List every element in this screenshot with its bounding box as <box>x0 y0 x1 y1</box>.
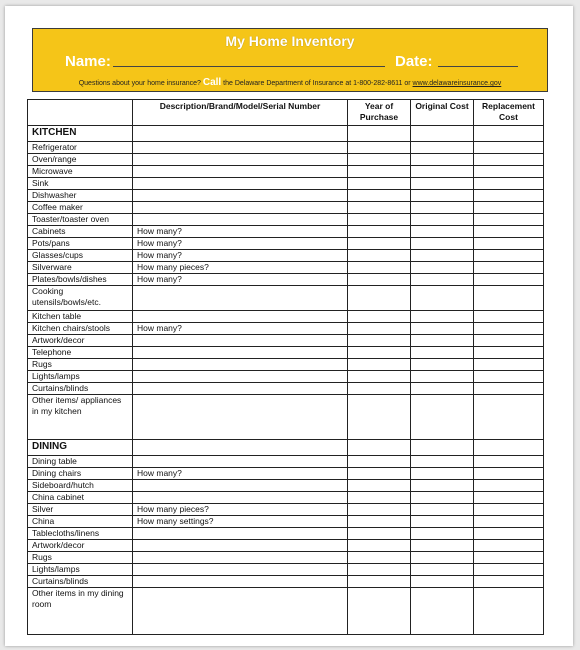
original-cost-cell[interactable] <box>411 178 474 190</box>
replacement-cost-cell[interactable] <box>474 262 544 274</box>
description-cell[interactable] <box>133 178 348 190</box>
inventory-body <box>28 126 544 635</box>
replacement-cost-cell[interactable] <box>474 214 544 226</box>
table-row <box>28 262 544 274</box>
original-cost-cell[interactable] <box>411 142 474 154</box>
replacement-cost-cell[interactable] <box>474 468 544 480</box>
replacement-cost-cell[interactable] <box>474 576 544 588</box>
original-cost-cell[interactable] <box>411 347 474 359</box>
item-cell: Coffee maker <box>28 202 133 214</box>
replacement-cost-cell[interactable] <box>474 480 544 492</box>
item-cell: Curtains/blinds <box>28 383 133 395</box>
date-label: Date: <box>395 53 433 70</box>
table-row <box>28 178 544 190</box>
description-cell[interactable]: How many? <box>133 238 348 250</box>
year-cell[interactable] <box>348 323 411 335</box>
replacement-cost-cell[interactable] <box>474 456 544 468</box>
table-row <box>28 347 544 359</box>
replacement-cost-cell[interactable] <box>474 202 544 214</box>
original-cost-cell[interactable] <box>411 492 474 504</box>
description-cell[interactable] <box>133 154 348 166</box>
original-cost-cell[interactable] <box>411 456 474 468</box>
original-cost-cell[interactable] <box>411 395 474 440</box>
replacement-cost-cell[interactable] <box>474 347 544 359</box>
year-cell[interactable] <box>348 154 411 166</box>
original-cost-cell[interactable] <box>411 262 474 274</box>
description-cell[interactable] <box>133 347 348 359</box>
info-prefix: Questions about your home insurance? <box>78 80 201 87</box>
replacement-cost-cell[interactable] <box>474 564 544 576</box>
replacement-cost-cell[interactable] <box>474 226 544 238</box>
column-header-year: Year of Purchase <box>348 100 411 126</box>
replacement-cost-cell[interactable] <box>474 166 544 178</box>
name-field[interactable] <box>113 66 385 67</box>
table-row <box>28 166 544 178</box>
description-cell[interactable]: How many? <box>133 323 348 335</box>
item-cell: Oven/range <box>28 154 133 166</box>
description-cell[interactable]: How many pieces? <box>133 504 348 516</box>
description-cell[interactable] <box>133 202 348 214</box>
table-row <box>28 335 544 347</box>
description-cell[interactable] <box>133 552 348 564</box>
year-cell[interactable] <box>348 347 411 359</box>
year-cell[interactable] <box>348 395 411 440</box>
year-cell[interactable] <box>348 371 411 383</box>
table-row <box>28 250 544 262</box>
original-cost-cell[interactable] <box>411 552 474 564</box>
year-cell[interactable] <box>348 516 411 528</box>
description-cell[interactable] <box>133 286 348 311</box>
year-cell[interactable] <box>348 359 411 371</box>
column-header-description: Description/Brand/Model/Serial Number <box>133 100 348 126</box>
year-cell[interactable] <box>348 166 411 178</box>
table-row <box>28 323 544 335</box>
item-cell: Kitchen chairs/stools <box>28 323 133 335</box>
original-cost-cell[interactable] <box>411 238 474 250</box>
column-header-replacement-cost: Replacement Cost <box>474 100 544 126</box>
year-cell[interactable] <box>348 456 411 468</box>
blank-cell[interactable] <box>348 440 411 456</box>
item-cell: Plates/bowls/dishes <box>28 274 133 286</box>
table-row <box>28 238 544 250</box>
item-cell: Pots/pans <box>28 238 133 250</box>
description-cell[interactable] <box>133 190 348 202</box>
description-cell[interactable] <box>133 528 348 540</box>
name-label: Name: <box>65 53 111 70</box>
table-row <box>28 286 544 311</box>
year-cell[interactable] <box>348 504 411 516</box>
header-banner <box>32 28 548 92</box>
table-row <box>28 540 544 552</box>
original-cost-cell[interactable] <box>411 516 474 528</box>
replacement-cost-cell[interactable] <box>474 540 544 552</box>
replacement-cost-cell[interactable] <box>474 250 544 262</box>
table-row <box>28 274 544 286</box>
replacement-cost-cell[interactable] <box>474 335 544 347</box>
year-cell[interactable] <box>348 564 411 576</box>
original-cost-cell[interactable] <box>411 226 474 238</box>
original-cost-cell[interactable] <box>411 166 474 178</box>
item-cell: Dishwasher <box>28 190 133 202</box>
year-cell[interactable] <box>348 274 411 286</box>
table-row <box>28 456 544 468</box>
inventory-table <box>27 99 544 635</box>
year-cell[interactable] <box>348 202 411 214</box>
item-cell: Refrigerator <box>28 142 133 154</box>
item-cell: Artwork/decor <box>28 540 133 552</box>
year-cell[interactable] <box>348 588 411 635</box>
replacement-cost-cell[interactable] <box>474 516 544 528</box>
year-cell[interactable] <box>348 214 411 226</box>
replacement-cost-cell[interactable] <box>474 286 544 311</box>
table-row <box>28 395 544 440</box>
item-cell: Curtains/blinds <box>28 576 133 588</box>
table-row <box>28 516 544 528</box>
description-cell[interactable] <box>133 492 348 504</box>
item-cell: Glasses/cups <box>28 250 133 262</box>
item-cell: Silver <box>28 504 133 516</box>
table-row <box>28 576 544 588</box>
item-cell: Artwork/decor <box>28 335 133 347</box>
description-cell[interactable] <box>133 480 348 492</box>
year-cell[interactable] <box>348 528 411 540</box>
table-row <box>28 480 544 492</box>
item-cell: Rugs <box>28 359 133 371</box>
original-cost-cell[interactable] <box>411 576 474 588</box>
original-cost-cell[interactable] <box>411 504 474 516</box>
description-cell[interactable]: How many settings? <box>133 516 348 528</box>
description-cell[interactable] <box>133 456 348 468</box>
original-cost-cell[interactable] <box>411 383 474 395</box>
description-cell[interactable] <box>133 335 348 347</box>
year-cell[interactable] <box>348 383 411 395</box>
column-header-original-cost: Original Cost <box>411 100 474 126</box>
year-cell[interactable] <box>348 178 411 190</box>
original-cost-cell[interactable] <box>411 286 474 311</box>
year-cell[interactable] <box>348 190 411 202</box>
year-cell[interactable] <box>348 311 411 323</box>
replacement-cost-cell[interactable] <box>474 178 544 190</box>
replacement-cost-cell[interactable] <box>474 142 544 154</box>
table-row <box>28 190 544 202</box>
description-cell[interactable] <box>133 214 348 226</box>
description-cell[interactable]: How many? <box>133 274 348 286</box>
year-cell[interactable] <box>348 540 411 552</box>
description-cell[interactable] <box>133 576 348 588</box>
replacement-cost-cell[interactable] <box>474 238 544 250</box>
blank-cell[interactable] <box>133 126 348 142</box>
item-cell: Other items/ appliances in my kitchen <box>28 395 133 440</box>
date-field[interactable] <box>438 66 518 67</box>
description-cell[interactable] <box>133 564 348 576</box>
insurance-info <box>33 77 547 88</box>
table-row <box>28 202 544 214</box>
item-cell: Kitchen table <box>28 311 133 323</box>
year-cell[interactable] <box>348 250 411 262</box>
blank-cell[interactable] <box>411 126 474 142</box>
year-cell[interactable] <box>348 492 411 504</box>
replacement-cost-cell[interactable] <box>474 371 544 383</box>
item-cell: Lights/lamps <box>28 564 133 576</box>
item-cell: Other items in my dining room <box>28 588 133 635</box>
description-cell[interactable]: How many? <box>133 226 348 238</box>
original-cost-cell[interactable] <box>411 250 474 262</box>
original-cost-cell[interactable] <box>411 335 474 347</box>
table-header-row <box>28 100 544 126</box>
replacement-cost-cell[interactable] <box>474 528 544 540</box>
item-cell: Rugs <box>28 552 133 564</box>
item-cell: Sideboard/hutch <box>28 480 133 492</box>
item-cell: Tablecloths/linens <box>28 528 133 540</box>
page-title: My Home Inventory <box>225 33 355 49</box>
item-cell: Cooking utensils/bowls/etc. <box>28 286 133 311</box>
table-row <box>28 214 544 226</box>
original-cost-cell[interactable] <box>411 214 474 226</box>
original-cost-cell[interactable] <box>411 311 474 323</box>
table-row <box>28 371 544 383</box>
blank-cell[interactable] <box>411 440 474 456</box>
item-cell: Telephone <box>28 347 133 359</box>
original-cost-cell[interactable] <box>411 190 474 202</box>
original-cost-cell[interactable] <box>411 468 474 480</box>
description-cell[interactable] <box>133 359 348 371</box>
table-row <box>28 383 544 395</box>
table-row <box>28 528 544 540</box>
year-cell[interactable] <box>348 226 411 238</box>
info-middle: the Delaware Department of Insurance at 1-800-282-8611 or <box>223 80 411 87</box>
blank-cell[interactable] <box>474 126 544 142</box>
replacement-cost-cell[interactable] <box>474 190 544 202</box>
item-cell: Cabinets <box>28 226 133 238</box>
replacement-cost-cell[interactable] <box>474 504 544 516</box>
item-cell: Silverware <box>28 262 133 274</box>
original-cost-cell[interactable] <box>411 480 474 492</box>
year-cell[interactable] <box>348 286 411 311</box>
year-cell[interactable] <box>348 576 411 588</box>
item-cell: Dining chairs <box>28 468 133 480</box>
table-row <box>28 588 544 635</box>
replacement-cost-cell[interactable] <box>474 395 544 440</box>
replacement-cost-cell[interactable] <box>474 311 544 323</box>
section-title: DINING <box>28 440 133 456</box>
table-row <box>28 552 544 564</box>
item-cell: Toaster/toaster oven <box>28 214 133 226</box>
table-row <box>28 311 544 323</box>
original-cost-cell[interactable] <box>411 202 474 214</box>
description-cell[interactable] <box>133 588 348 635</box>
replacement-cost-cell[interactable] <box>474 492 544 504</box>
year-cell[interactable] <box>348 262 411 274</box>
table-row <box>28 226 544 238</box>
original-cost-cell[interactable] <box>411 528 474 540</box>
item-cell: Lights/lamps <box>28 371 133 383</box>
table-row <box>28 359 544 371</box>
original-cost-cell[interactable] <box>411 359 474 371</box>
column-header <box>28 100 133 126</box>
description-cell[interactable] <box>133 383 348 395</box>
section-title: KITCHEN <box>28 126 133 142</box>
blank-cell[interactable] <box>348 126 411 142</box>
item-cell: Microwave <box>28 166 133 178</box>
original-cost-cell[interactable] <box>411 274 474 286</box>
replacement-cost-cell[interactable] <box>474 154 544 166</box>
year-cell[interactable] <box>348 552 411 564</box>
description-cell[interactable] <box>133 371 348 383</box>
description-cell[interactable] <box>133 142 348 154</box>
blank-cell[interactable] <box>474 440 544 456</box>
description-cell[interactable] <box>133 311 348 323</box>
original-cost-cell[interactable] <box>411 588 474 635</box>
insurance-website-link[interactable]: www.delawareinsurance.gov <box>412 80 502 87</box>
year-cell[interactable] <box>348 335 411 347</box>
item-cell: China cabinet <box>28 492 133 504</box>
replacement-cost-cell[interactable] <box>474 588 544 635</box>
year-cell[interactable] <box>348 480 411 492</box>
table-row <box>28 492 544 504</box>
original-cost-cell[interactable] <box>411 154 474 166</box>
replacement-cost-cell[interactable] <box>474 323 544 335</box>
original-cost-cell[interactable] <box>411 540 474 552</box>
description-cell[interactable]: How many pieces? <box>133 262 348 274</box>
replacement-cost-cell[interactable] <box>474 383 544 395</box>
table-row <box>28 468 544 480</box>
year-cell[interactable] <box>348 468 411 480</box>
item-cell: Sink <box>28 178 133 190</box>
section-row <box>28 126 544 142</box>
table-row <box>28 564 544 576</box>
original-cost-cell[interactable] <box>411 564 474 576</box>
year-cell[interactable] <box>348 238 411 250</box>
blank-cell[interactable] <box>133 440 348 456</box>
description-cell[interactable] <box>133 395 348 440</box>
item-cell: China <box>28 516 133 528</box>
description-cell[interactable] <box>133 540 348 552</box>
table-row <box>28 504 544 516</box>
item-cell: Dining table <box>28 456 133 468</box>
info-call: Call <box>202 77 222 88</box>
year-cell[interactable] <box>348 142 411 154</box>
replacement-cost-cell[interactable] <box>474 359 544 371</box>
replacement-cost-cell[interactable] <box>474 274 544 286</box>
description-cell[interactable]: How many? <box>133 468 348 480</box>
description-cell[interactable] <box>133 166 348 178</box>
original-cost-cell[interactable] <box>411 371 474 383</box>
replacement-cost-cell[interactable] <box>474 552 544 564</box>
table-row <box>28 154 544 166</box>
original-cost-cell[interactable] <box>411 323 474 335</box>
section-row <box>28 440 544 456</box>
description-cell[interactable]: How many? <box>133 250 348 262</box>
table-row <box>28 142 544 154</box>
